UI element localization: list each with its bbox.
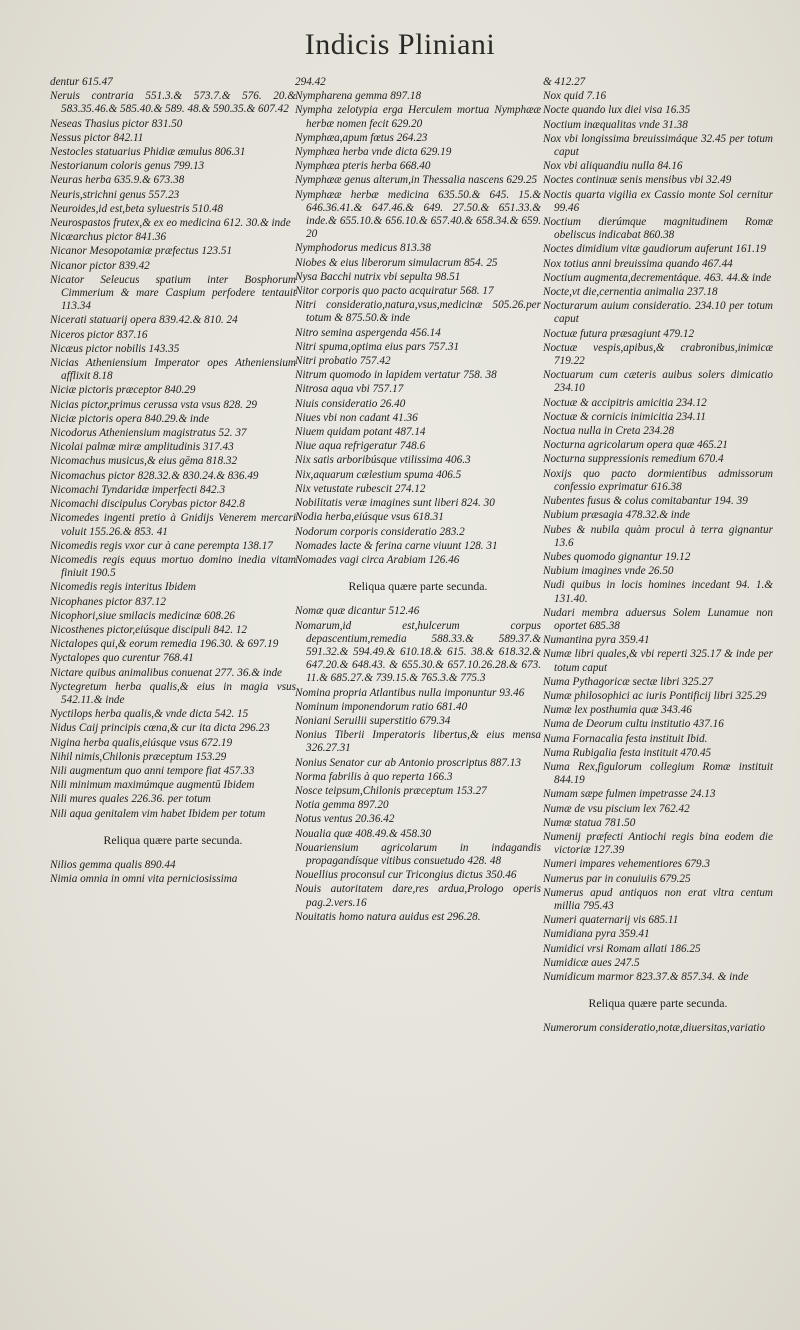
index-entry: Numerus apud antiquos non erat vltra centum millia 795.43 xyxy=(543,886,773,912)
index-entry: Noctes continuæ senis mensibus vbi 32.49 xyxy=(543,174,732,187)
index-entry: Numæ statua 781.50 xyxy=(543,816,636,829)
index-entry: Nitrosa aqua vbi 757.17 xyxy=(295,383,404,396)
index-entry: Nomarum,id est,hulcerum corpus depascentium,remedia 588.33.& 589.37.& 591.32.& 594.49.& 610.18.& 615. 38.& 618.32.& 647.20.& 648.43. & 655.30.& 657.10.26.28.& 673. 11.& 685.27.& 739.15.& 765.3.& 775.3 xyxy=(295,619,541,685)
index-entry: Nix satis arboribúsque vtilissima 406.3 xyxy=(295,454,471,467)
index-entry: & 412.27 xyxy=(543,76,586,88)
index-entry: Nymphæa pteris herba 668.40 xyxy=(295,160,431,173)
continuation-note: Reliqua quære parte secunda. xyxy=(348,579,488,594)
index-entry: Nymphæa herba vnde dicta 629.19 xyxy=(295,146,452,159)
index-entry: Nonius Tiberii Imperatoris libertus,& eius mensa 326.27.31 xyxy=(295,729,541,755)
index-entry: Noctuarum cum cæteris auibus solers dimicatio 234.10 xyxy=(543,369,773,395)
index-entry: Nictare quibus animalibus conuenat 277. 36.& inde xyxy=(50,666,283,679)
index-entry: Numantina pyra 359.41 xyxy=(543,634,650,647)
index-entry: Nomina propria Atlantibus nulla imponuntur 93.46 xyxy=(295,686,525,699)
index-entry: Nodorum corporis consideratio 283.2 xyxy=(295,525,465,538)
index-entry: Nubes & nubila quàm procul à terra gignantur 13.6 xyxy=(543,523,773,549)
index-entry: Nix vetustate rubescit 274.12 xyxy=(295,482,426,495)
index-entry: Numam sæpe fulmen impetrasse 24.13 xyxy=(543,788,716,801)
index-entry: Nicator Seleucus spatium inter Bosphorum Cimmerium & mare Caspium perfodere tentauit 113.34 xyxy=(50,273,296,313)
index-entry: Nyctalopes quo curentur 768.41 xyxy=(50,652,194,665)
index-entry: Nudi quibus in locis homines incedant 94. 1.& 131.40. xyxy=(543,579,773,605)
index-entry: Nitri spuma,optima eius pars 757.31 xyxy=(295,340,460,353)
index-entry: Nominum imponendorum ratio 681.40 xyxy=(295,700,468,713)
index-entry: Nitri consideratio,natura,vsus,medicinæ 505.26.per totum & 875.50.& inde xyxy=(295,299,541,325)
index-entry: Nicomachi discipulus Corybas pictor 842.8 xyxy=(50,498,245,511)
index-entry: Nobilitatis veræ imagines sunt liberi 824. 30 xyxy=(295,497,495,510)
index-entry: Nouis autoritatem dare,res ardua,Prologo operis pag.2.vers.16 xyxy=(295,883,541,909)
index-entry: Nicodorus Atheniensium magistratus 52. 37 xyxy=(50,427,247,440)
index-entry: Nicanor pictor 839.42 xyxy=(50,259,150,272)
index-entry: Notus ventus 20.36.42 xyxy=(295,813,395,826)
index-entry: Nomæ quæ dicantur 512.46 xyxy=(295,605,420,618)
index-entry: Numidicum marmor 823.37.& 857.34. & inde xyxy=(543,971,749,983)
index-entry: Nocte quando lux diei visa 16.35 xyxy=(543,104,691,117)
index-entry: 294.42 xyxy=(295,76,326,88)
index-entry: Nocturarum auium consideratio. 234.10 per totum caput xyxy=(543,300,773,326)
index-entry: Numæ de vsu piscium lex 762.42 xyxy=(543,802,690,815)
index-entry: Numenij præfecti Antiochi regis bina eodem die victoriæ 127.39 xyxy=(543,830,773,857)
index-entry: Noctium augmenta,decrementáque. 463. 44.& inde xyxy=(543,271,772,284)
index-entry: Nessus pictor 842.11 xyxy=(50,131,144,144)
index-entry: Nili minimum maximúmque augmentū Ibidem xyxy=(50,779,255,792)
index-entry: Numæ libri quales,& vbi reperti 325.17 & inde per totum caput xyxy=(543,648,773,674)
index-entry: Numa de Deorum cultu institutio 437.16 xyxy=(543,718,724,731)
index-entry: Nimia omnia in omni vita perniciosissima xyxy=(50,873,238,886)
index-entry: Noctes dimidium vitæ gaudiorum auferunt 161.19 xyxy=(543,243,767,256)
index-entry: Noctium inæqualitas vnde 31.38 xyxy=(543,118,688,131)
index-entry: Nocturna agricolarum opera quæ 465.21 xyxy=(543,439,728,452)
index-entry: Nicomedis regis interitus Ibidem xyxy=(50,581,196,594)
index-entry: Noctis quarta vigilia ex Cassio monte Sol cernitur 99.46 xyxy=(543,188,773,214)
index-entry: Nitor corporis quo pacto acquiratur 568. 17 xyxy=(295,285,494,298)
index-entry: Neuris,strichni genus 557.23 xyxy=(50,188,180,201)
index-entry: Numæ lex posthumia quæ 343.46 xyxy=(543,704,692,717)
index-entry: Neuroides,id est,beta syluestris 510.48 xyxy=(50,202,223,215)
index-entry: Nox quid 7.16 xyxy=(543,90,607,103)
index-column-middle xyxy=(295,76,541,925)
index-entry: Nomades vagi circa Arabiam 126.46 xyxy=(295,553,460,566)
index-entry: Nicias pictor,primus cerussa vsta vsus 828. 29 xyxy=(50,398,257,411)
index-entry: Nympharena gemma 897.18 xyxy=(295,90,422,103)
index-entry: Numerorum consideratio,notæ,diuersitas,variatio xyxy=(543,1022,766,1035)
index-entry: Numidici vrsi Romam allati 186.25 xyxy=(543,942,701,955)
index-entry: Nicomedes ingenti pretio à Gnidijs Venerem mercari voluit 155.26.& 853. 41 xyxy=(50,512,296,538)
index-entry: Niceros pictor 837.16 xyxy=(50,328,148,341)
index-entry: Nymphææ herbæ medicina 635.50.& 645. 15.& 646.36.41.& 647.46.& 649. 27.50.& 651.33.& inde.& 655.10.& 656.10.& 657.40.& 658.34.& 659. 20 xyxy=(295,188,541,241)
index-entry: Nitri probatio 757.42 xyxy=(295,355,391,368)
index-entry: Niues vbi non cadant 41.36 xyxy=(295,411,418,424)
index-entry: Nihil nimis,Chilonis præceptum 153.29 xyxy=(50,750,227,763)
index-entry: Nicomedis regis vxor cur à cane perempta 138.17 xyxy=(50,539,273,552)
page-title: Indicis Pliniani xyxy=(304,28,496,61)
index-entry: Nili augmentum quo anni tempore fiat 457.33 xyxy=(50,764,255,777)
continuation-note: Reliqua quære parte secunda. xyxy=(588,996,728,1011)
index-entry: Nymphæa,apum fœtus 264.23 xyxy=(295,131,428,144)
index-entry: Nyctilops herba qualis,& vnde dicta 542. 15 xyxy=(50,708,249,721)
index-entry: Nicomedis regis equus mortuo domino inedia vitam finiuit 190.5 xyxy=(50,553,296,580)
index-entry: Notia gemma 897.20 xyxy=(295,799,389,812)
index-entry: Niue aqua refrigeratur 748.6 xyxy=(295,440,426,453)
index-entry: Noctium dierúmque magnitudinem Romæ obeliscus indicabat 860.38 xyxy=(543,216,773,242)
index-entry: Nicias Atheniensium Imperator opes Atheniensium afflixit 8.18 xyxy=(50,357,296,383)
index-entry: Nox vbi longissima breuissimáque 32.45 per totum caput xyxy=(543,132,773,159)
index-entry: Noniani Seruilii superstitio 679.34 xyxy=(295,714,451,727)
index-entry: Numa Pythagoricæ sectæ libri 325.27 xyxy=(543,675,713,688)
index-entry: Nyctegretum herba qualis,& eius in magia vsus 542.11.& inde xyxy=(50,680,296,706)
continuation-note: Reliqua quære parte secunda. xyxy=(103,832,243,847)
index-entry: Numeri impares vehementiores 679.3 xyxy=(543,858,710,871)
index-entry: Nubium præsagia 478.32.& inde xyxy=(543,509,690,522)
index-entry: Numa Rex,figulorum collegium Romæ instituit 844.19 xyxy=(543,760,773,787)
index-entry: Nicophori,siue smilacis medicinæ 608.26 xyxy=(50,609,235,622)
index-entry: Numeri quaternarij vis 685.11 xyxy=(543,914,679,927)
index-entry: Neurospastos frutex,& ex eo medicina 612. 30.& inde xyxy=(50,217,291,230)
index-entry: Neuras herba 635.9.& 673.38 xyxy=(50,174,185,187)
index-entry: Nili aqua genitalem vim habet Ibidem per totum xyxy=(50,807,266,820)
index-entry: Nudari membra aduersus Solem Lunamue non oportet 685.38 xyxy=(543,606,773,632)
index-entry: Nomades lacte & ferina carne viuunt 128. 31 xyxy=(295,539,498,552)
index-entry: Nilios gemma qualis 890.44 xyxy=(50,858,176,871)
index-entry: Noxijs quo pacto dormientibus admissorum confessio exprimatur 616.38 xyxy=(543,467,773,493)
index-entry: Nox totius anni breuissima quando 467.44 xyxy=(543,257,733,270)
index-entry: Noctua nulla in Creta 234.28 xyxy=(543,425,675,438)
index-entry: Nocturna suppressionis remedium 670.4 xyxy=(543,453,724,466)
index-entry: Nonius Senator cur ab Antonio proscriptus 887.13 xyxy=(295,756,521,769)
index-entry: Nubium imagines vnde 26.50 xyxy=(543,565,674,578)
index-entry: Nouellius proconsul cur Tricongius dictus 350.46 xyxy=(295,869,517,882)
index-entry: Nicophanes pictor 837.12 xyxy=(50,595,166,608)
index-entry: Niuem quidam potant 487.14 xyxy=(295,426,426,439)
index-entry: Neruis contraria 551.3.& 573.7.& 576. 20.& 583.35.46.& 585.40.& 589. 48.& 590.35.& 607.42 xyxy=(50,90,296,116)
index-entry: Nidus Caij principis cœna,& cur ita dicta 296.23 xyxy=(50,722,270,735)
index-entry: Nympha zelotypia erga Herculem mortua Nymphææ herbæ nomen fecit 629.20 xyxy=(295,104,541,130)
index-entry: Nubentes fusus & colus comitabantur 194. 39 xyxy=(543,495,748,508)
index-column-right xyxy=(543,76,773,1037)
index-entry: Niciæ pictoris opera 840.29.& inde xyxy=(50,412,210,425)
index-entry: Nouitatis homo natura auidus est 296.28. xyxy=(295,910,481,923)
index-entry: Nymphodorus medicus 813.38 xyxy=(295,242,431,255)
index-entry: Nox vbi aliquandiu nulla 84.16 xyxy=(543,160,683,173)
index-entry: Nictalopes qui,& eorum remedia 196.30. & 697.19 xyxy=(50,638,279,651)
index-entry: Nicomachus pictor 828.32.& 830.24.& 836.49 xyxy=(50,469,259,482)
index-entry: Numerus par in conuiuiis 679.25 xyxy=(543,872,691,885)
index-entry: Nicanor Mesopotamiæ præfectus 123.51 xyxy=(50,245,233,258)
index-entry: Numidicæ aues 247.5 xyxy=(543,956,640,969)
index-entry: Noctuæ vespis,apibus,& crabronibus,inimicæ 719.22 xyxy=(543,341,773,368)
index-entry: Numidiana pyra 359.41 xyxy=(543,928,650,941)
index-entry: Niobes & eius liberorum simulacrum 854. 25 xyxy=(295,256,498,269)
index-entry: Nitrum quomodo in lapidem vertatur 758. 38 xyxy=(295,369,497,382)
index-entry: Nestorianum coloris genus 799.13 xyxy=(50,160,205,173)
index-entry: Nicæus pictor nobilis 143.35 xyxy=(50,342,180,355)
index-entry: Nicomachus musicus,& eius gēma 818.32 xyxy=(50,455,238,468)
index-entry: Numæ philosophici ac iuris Pontificij libri 325.29 xyxy=(543,689,767,702)
index-entry: Nestocles statuarius Phidiæ æmulus 806.31 xyxy=(50,146,246,159)
index-entry: Nicomachi Tyndaridæ imperfecti 842.3 xyxy=(50,483,226,496)
index-entry: Nili mures quales 226.36. per totum xyxy=(50,793,211,806)
index-entry: dentur 615.47 xyxy=(50,76,113,88)
index-entry: Nicæarchus pictor 841.36 xyxy=(50,231,167,244)
index-entry: Niuis consideratio 26.40 xyxy=(295,397,406,410)
index-entry: Norma fabrilis à quo reperta 166.3 xyxy=(295,770,453,783)
index-entry: Nymphææ genus alterum,in Thessalia nascens 629.25 xyxy=(295,174,538,187)
index-entry: Noualia quæ 408.49.& 458.30 xyxy=(295,827,432,840)
index-entry: Nosce teipsum,Chilonis præceptum 153.27 xyxy=(295,784,487,797)
index-entry: Noctuæ futura præsagiunt 479.12 xyxy=(543,327,695,340)
index-entry: Numa Rubigalia festa instituit 470.45 xyxy=(543,746,712,759)
index-entry: Nicosthenes pictor,eiúsque discipuli 842. 12 xyxy=(50,623,248,636)
index-entry: Nysa Bacchi nutrix vbi sepulta 98.51 xyxy=(295,270,461,283)
index-entry: Niciæ pictoris præceptor 840.29 xyxy=(50,384,196,397)
index-entry: Numa Fornacalia festa instituit Ibid. xyxy=(543,732,708,745)
index-entry: Nicerati statuarij opera 839.42.& 810. 24 xyxy=(50,314,238,327)
index-entry: Nubes quomodo gignantur 19.12 xyxy=(543,550,691,563)
index-entry: Nitro semina aspergenda 456.14 xyxy=(295,326,441,339)
index-entry: Noctuæ & cornicis inimicitia 234.11 xyxy=(543,410,706,423)
index-entry: Nouariensium agricolarum in indagandis propagandísque vitibus consuetudo 428. 48 xyxy=(295,841,541,867)
index-entry: Nigina herba qualis,eiúsque vsus 672.19 xyxy=(50,736,233,749)
index-entry: Nix,aquarum cælestium spuma 406.5 xyxy=(295,468,462,481)
index-entry: Nodia herba,eiúsque vsus 618.31 xyxy=(295,511,444,524)
index-column-left xyxy=(50,76,296,887)
index-entry: Nocte,vt die,cernentia animalia 237.18 xyxy=(543,286,718,299)
index-entry: Neseas Thasius pictor 831.50 xyxy=(50,117,183,130)
index-entry: Noctuæ & accipitris amicitia 234.12 xyxy=(543,396,707,409)
index-entry: Nicolai palmæ miræ amplitudinis 317.43 xyxy=(50,441,234,454)
